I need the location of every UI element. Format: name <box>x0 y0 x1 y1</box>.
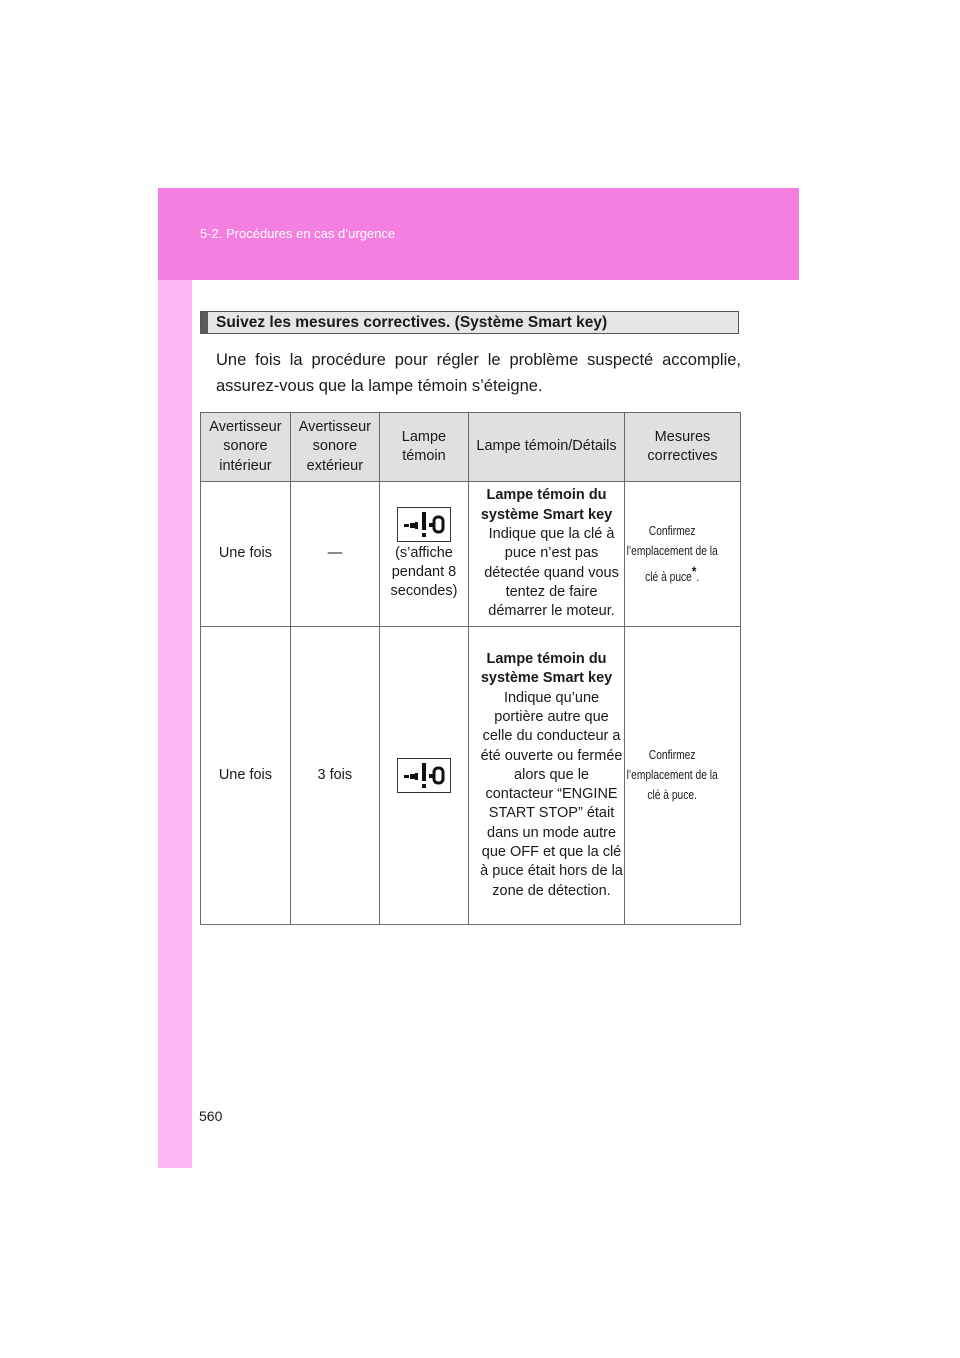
section-title: 5-2. Procédures en cas d’urgence <box>200 226 396 241</box>
exterior-buzzer-cell: — <box>290 482 379 627</box>
table-row <box>201 482 741 627</box>
subheading-text: Suivez les mesures correctives. (Système Smart key) <box>216 314 608 331</box>
footnote-marker: * <box>691 562 697 579</box>
action-label: Confirmez l’emplacement de la clé à puce <box>626 523 718 584</box>
warning-lamp-cell <box>379 627 468 925</box>
header-exterior-buzzer: Avertisseur sonore extérieur <box>290 413 379 482</box>
smart-key-warning-icon <box>397 758 451 793</box>
lamp-details-cell <box>469 627 625 925</box>
interior-buzzer-cell: Une fois <box>201 482 291 627</box>
header-warning-lamp: Lampe témoin <box>379 413 468 482</box>
header-interior-buzzer: Avertisseur sonore intérieur <box>201 413 291 482</box>
header-lamp-details: Lampe témoin/Détails <box>469 413 625 482</box>
corrective-action-text: Confirmez l’emplacement de la clé à puce. <box>626 748 718 803</box>
detail-title: Lampe témoin du système Smart key <box>480 487 613 523</box>
detail-body: Indique qu’une portière autre que celle du conducteur a été ouverte ou fermée alors que le contacteur “ENGINE START STOP” était dans un mode autre que OFF et que la clé à puce était hors de la zone de détection. <box>480 689 623 899</box>
table-header-row <box>201 413 741 482</box>
lamp-caption: (s’affiche pendant 8 secondes) <box>390 544 458 600</box>
detail-body: Indique que la clé à puce n’est pas détectée quand vous tentez de faire démarrer le moteur. <box>484 526 619 620</box>
corrective-action-cell <box>624 627 740 925</box>
subheading-bar <box>201 312 208 333</box>
header-corrective-actions: Mesures correctives <box>624 413 740 482</box>
table-row <box>201 627 741 925</box>
corrective-action-text <box>625 521 719 587</box>
lamp-details-cell <box>469 482 625 627</box>
intro-paragraph: Une fois la procédure pour régler le problème suspecté accomplie, assurez-vous que la lampe témoin s’éteigne. <box>216 351 741 395</box>
detail-title: Lampe témoin du système Smart key <box>480 651 613 687</box>
exterior-buzzer-cell: 3 fois <box>290 627 379 925</box>
warning-table <box>200 412 741 925</box>
corrective-action-cell <box>624 482 740 627</box>
side-tab-strip <box>158 280 192 1168</box>
action-period: . <box>696 569 700 584</box>
smart-key-warning-icon <box>397 507 451 542</box>
page-number: 560 <box>199 1108 223 1124</box>
subheading-box <box>200 311 739 334</box>
warning-lamp-cell <box>379 482 468 627</box>
interior-buzzer-cell: Une fois <box>201 627 291 925</box>
